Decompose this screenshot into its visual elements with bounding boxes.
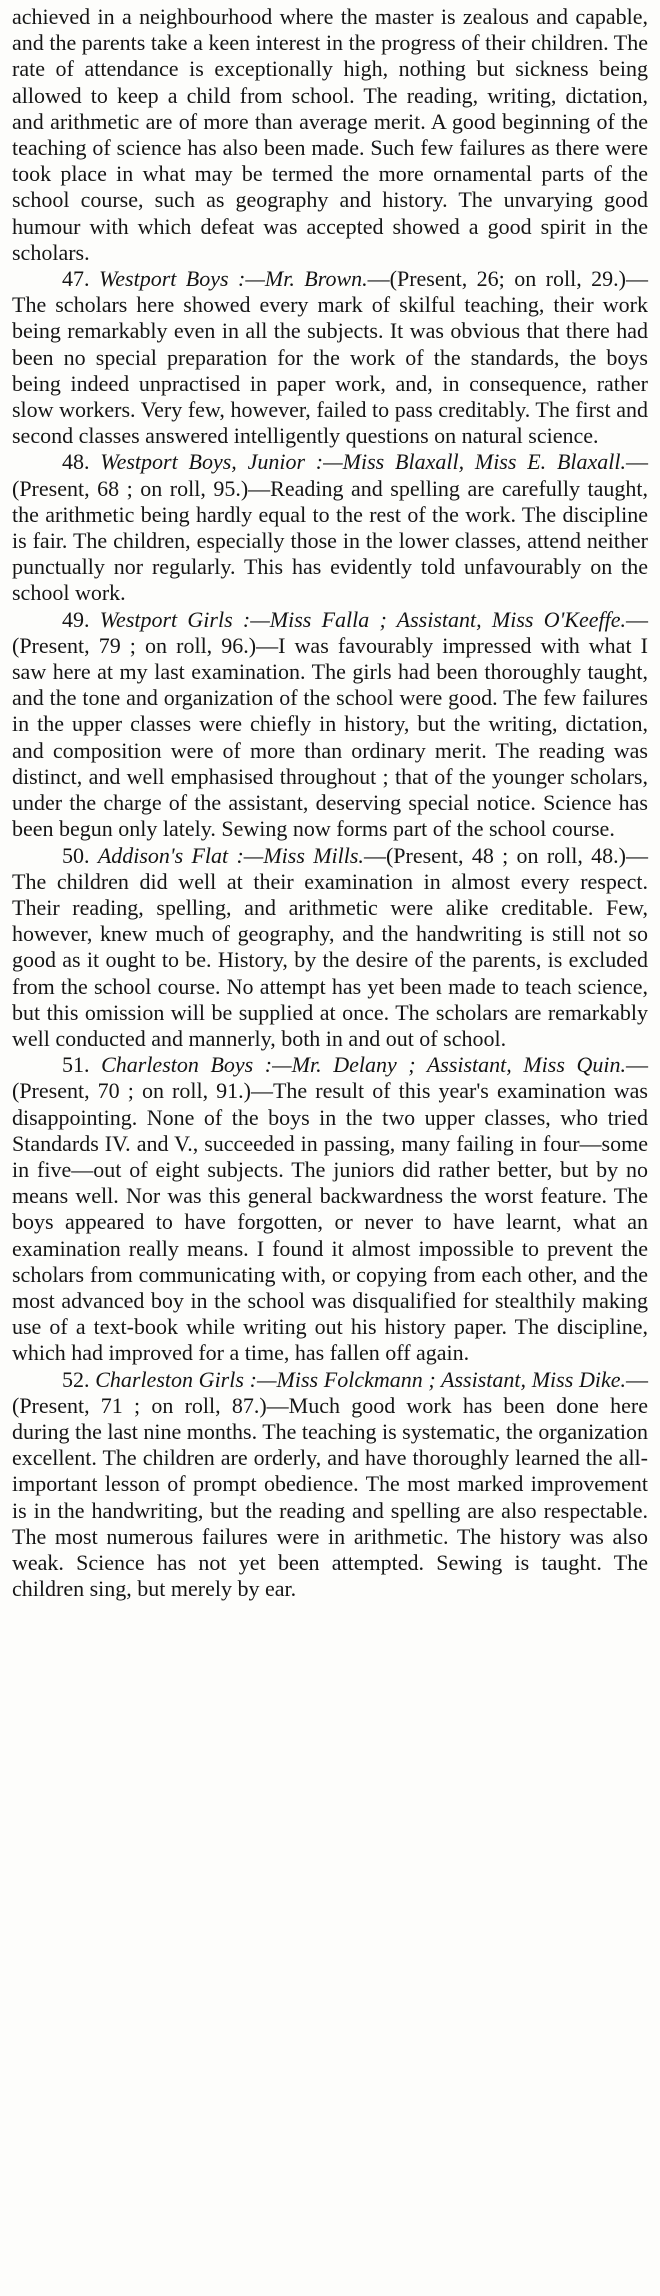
entry-text: —(Present, 68 ; on roll, 95.)—Reading and spelling are carefully taught, the arithmetic being hardly equal to the rest of the work. The discipline is fair. The children, especially those in the lower classes, attend neither punctually nor regularly. This has evidently told unfavourably on the school work. (12, 449, 648, 606)
entry-number: 49. (62, 606, 90, 632)
entry-heading: Addison's Flat :—Miss Mills. (97, 842, 364, 868)
entry-number: 51. (62, 1052, 90, 1078)
entry-number: 52. (62, 1366, 90, 1392)
entry-47 (12, 266, 648, 449)
entry-heading: Westport Girls :—Miss Falla ; Assistant, Miss O'Keeffe. (99, 606, 626, 632)
entry-heading: Charleston Girls :—Miss Folckmann ; Assistant, Miss Dike. (95, 1366, 627, 1392)
entry-text: —(Present, 70 ; on roll, 91.)—The result of this year's examination was disappointing. None of the boys in the two upper classes, who tried Standards IV. and V., succeeded in passing, many failing in four—some in five—out of eight subjects. The juniors did rather better, but by no means well. Nor was this general backwardness the worst feature. The boys appeared to have forgotten, or never to have learnt, what an examination really means. I found it almost impossible to prevent the scholars from communicating with, or copying from each other, and the most advanced boy in the school was disqualified for stealthily making use of a text-book while writing out his history paper. The discipline, which had improved for a time, has fallen off again. (12, 1052, 648, 1366)
entry-heading: Westport Boys :—Mr. Brown. (98, 266, 368, 292)
entry-heading: Charleston Boys :—Mr. Delany ; Assistant, Miss Quin. (101, 1052, 626, 1078)
document-page (12, 0, 648, 1602)
entry-text: —(Present, 26; on roll, 29.)—The scholars here showed every mark of skilful teaching, their work being remarkably even in all the subjects. It was obvious that there had been no special preparation for the work of the standards, the boys being indeed unpractised in paper work, and, in consequence, rather slow workers. Very few, however, failed to pass creditably. The first and second classes answered intelligently questions on natural science. (12, 266, 648, 449)
entry-text: —(Present, 79 ; on roll, 96.)—I was favourably impressed with what I saw here at my last examination. The girls had been thoroughly taught, and the tone and organization of the school were good. The few failures in the upper classes were chiefly in history, but the writing, dictation, and composition were of more than ordinary merit. The reading was distinct, and well emphasised throughout ; that of the younger scholars, under the charge of the assistant, deserving special notice. Science has been begun only lately. Sewing now forms part of the school course. (12, 606, 648, 842)
entry-49 (12, 607, 648, 843)
intro-paragraph: achieved in a neighbourhood where the master is zealous and capable, and the parents take a keen interest in the progress of their children. The rate of attendance is exceptionally high, nothing but sickness being allowed to keep a child from school. The reading, writing, dictation, and arithmetic are of more than average merit. A good beginning of the teaching of science has also been made. Such few failures as there were took place in what may be termed the more ornamental parts of the school course, such as geography and history. The unvarying good humour with which defeat was accepted showed a good spirit in the scholars. (12, 4, 648, 265)
entry-heading: Westport Boys, Junior :—Miss Blaxall, Miss E. Blaxall. (100, 449, 626, 475)
entry-text: —(Present, 48 ; on roll, 48.)—The children did well at their examination in almost every respect. Their reading, spelling, and arithmetic were alike creditable. Few, however, knew much of geography, and the handwriting is still not so good as it ought to be. History, by the desire of the parents, is excluded from the school course. No attempt has yet been made to teach science, but this omission will be supplied at once. The scholars are remarkably well conducted and mannerly, both in and out of school. (12, 842, 649, 1051)
entry-text: —(Present, 71 ; on roll, 87.)—Much good work has been done here during the last nine months. The teaching is systematic, the organization excellent. The children are orderly, and have thoroughly learned the all-important lesson of prompt obedience. The most marked improvement is in the handwriting, but the reading and spelling are also respectable. The most numerous failures were in arithmetic. The history was also weak. Science has not yet been attempted. Sewing is taught. The children sing, but merely by ear. (12, 1366, 649, 1602)
entry-50 (12, 843, 648, 1053)
entry-51 (12, 1052, 648, 1366)
entry-number: 48. (62, 449, 90, 475)
entry-number: 50. (62, 842, 90, 868)
entry-52 (12, 1367, 648, 1603)
entry-number: 47. (62, 266, 90, 292)
entry-48 (12, 449, 648, 606)
